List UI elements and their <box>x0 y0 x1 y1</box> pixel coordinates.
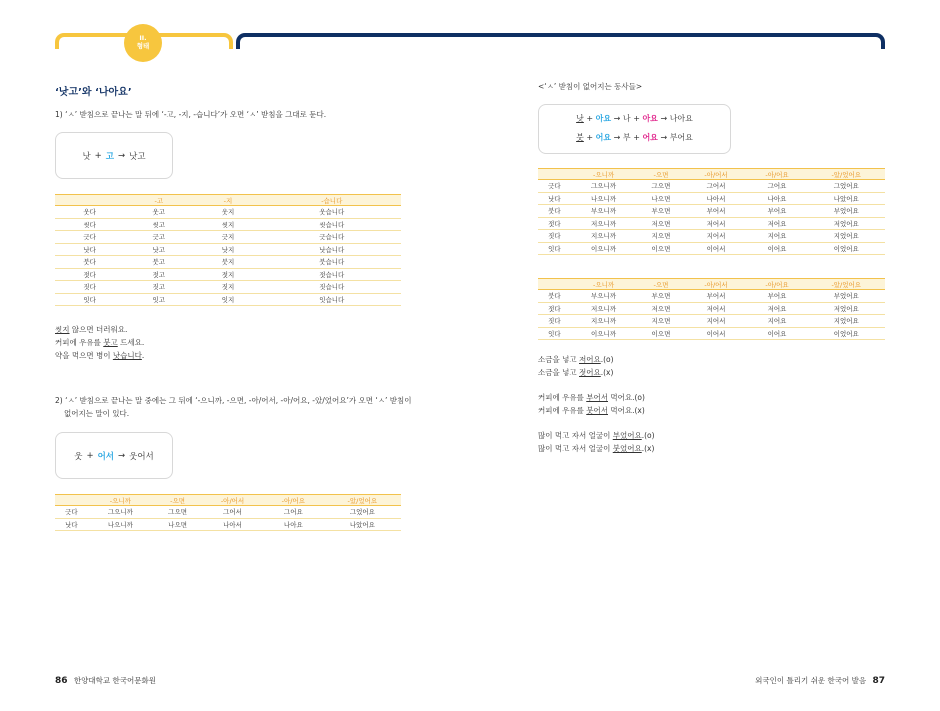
table-cell: 나았어요 <box>324 518 401 531</box>
example-box-3 <box>538 104 731 154</box>
table-cell: 부으면 <box>636 290 685 303</box>
table-cell: 이으면 <box>636 242 685 255</box>
table-row <box>538 242 885 255</box>
table-cell: 나았어요 <box>808 192 885 205</box>
table-cell: 나아서 <box>202 518 263 531</box>
table-cell: 저어요 <box>747 217 808 230</box>
table-cell: 이었어요 <box>808 327 885 340</box>
examples-1 <box>55 325 144 361</box>
table-cell: 낫다 <box>55 518 88 531</box>
table-cell: 나으면 <box>153 518 202 531</box>
table-row <box>538 180 885 193</box>
table-cell: 짓지 <box>193 281 262 294</box>
table-cell: 잇지 <box>193 293 262 306</box>
table-cell: 지어요 <box>747 315 808 328</box>
table-cell: 그으니까 <box>88 506 153 519</box>
table-row <box>55 281 401 294</box>
table-cell: 젓다 <box>538 302 571 315</box>
section-badge <box>124 24 162 62</box>
table-cell: 붓다 <box>55 256 124 269</box>
table-row <box>55 206 401 219</box>
page-number: 86 <box>55 676 68 686</box>
table-cell: 붓지 <box>193 256 262 269</box>
table-cell: 긋고 <box>124 231 193 244</box>
table-cell: 부어요 <box>747 205 808 218</box>
box-result: 부어요 <box>669 133 693 142</box>
table-cell: 그으면 <box>636 180 685 193</box>
box-plus: + <box>586 133 594 142</box>
table-cell: 저으면 <box>636 217 685 230</box>
table-row <box>538 230 885 243</box>
example-line <box>55 325 144 335</box>
table-row <box>538 327 885 340</box>
box-arrow: → <box>118 150 126 161</box>
table-cell: 그으면 <box>153 506 202 519</box>
box-ending: 어요 <box>595 133 612 142</box>
table-cell: 잇다 <box>538 242 571 255</box>
box-ending: 어서 <box>97 451 114 462</box>
table-cell: 긋다 <box>55 506 88 519</box>
rule-1: 1) ‘ㅅ’ 받침으로 끝나는 말 뒤에 ‘-고, -지, -습니다’가 오면 ‘ㅅ’ 받침을 그대로 둔다. <box>55 110 327 119</box>
table-cell: 젓다 <box>538 217 571 230</box>
box-plus: + <box>633 114 640 123</box>
table-cell: 낫다 <box>55 243 124 256</box>
book-title: 외국인이 틀리기 쉬운 한국어 발음 <box>755 676 867 685</box>
table-cell: 지으니까 <box>571 230 637 243</box>
table-cell: 저으면 <box>636 302 685 315</box>
table-row <box>55 218 401 231</box>
table-cell: 나으니까 <box>571 192 637 205</box>
table-row <box>55 231 401 244</box>
column-header: -으면 <box>636 279 685 290</box>
table-row <box>538 192 885 205</box>
page-number: 87 <box>872 676 885 686</box>
table-cell: 그어요 <box>263 506 324 519</box>
box-plus: + <box>633 133 640 142</box>
box-stem: 붓 <box>576 133 584 142</box>
box-arrow: → <box>118 450 126 461</box>
rule-2-line-1: 2) ‘ㅅ’ 받침으로 끝나는 말 중에는 그 뒤에 ‘-으니까, -으면, -아/어서, -아/어요, -았/었어요’가 오면 ‘ㅅ’ 받침이 <box>55 396 412 405</box>
example-line <box>55 351 144 361</box>
table-cell: 이으니까 <box>571 242 637 255</box>
example-line: 커피에 우유를 붓어서 먹어요.(x) <box>538 406 645 415</box>
examples-2 <box>538 355 655 454</box>
table-cell: 잇다 <box>55 293 124 306</box>
publisher: 한양대학교 한국어문화원 <box>73 676 157 685</box>
table-cell: 짓다 <box>538 315 571 328</box>
table-cell: 긋다 <box>55 231 124 244</box>
box-stem: 웃 <box>74 451 83 462</box>
box-plus: + <box>94 150 102 161</box>
table-cell: 낫다 <box>538 192 571 205</box>
underlined-word: 낫습니다 <box>112 351 142 360</box>
column-header <box>538 279 571 290</box>
box-arrow: → <box>613 114 621 123</box>
table-row <box>55 518 401 531</box>
table-cell: 씻습니다 <box>263 218 401 231</box>
table-cell: 부으니까 <box>571 205 637 218</box>
example-text: 커피에 우유를 <box>55 338 104 347</box>
table-cell: 이었어요 <box>808 242 885 255</box>
table-cell: 씻지 <box>193 218 262 231</box>
column-header: -았/었어요 <box>808 279 885 290</box>
example-text: . <box>141 351 145 360</box>
column-header: -았/었어요 <box>324 495 401 506</box>
table-cell: 그었어요 <box>808 180 885 193</box>
table-cell: 붓다 <box>538 205 571 218</box>
box-stem: 낫 <box>82 151 91 162</box>
table-cell: 씻고 <box>124 218 193 231</box>
table-cell: 낫습니다 <box>263 243 401 256</box>
box-arrow: → <box>660 114 668 123</box>
table-cell: 저었어요 <box>808 217 885 230</box>
table-cell: 짓습니다 <box>263 281 401 294</box>
table-row <box>55 293 401 306</box>
box-result: 나아요 <box>669 114 693 123</box>
box-ending-2: 아요 <box>642 114 658 123</box>
box-result: 웃어서 <box>129 451 154 462</box>
table-cell: 이으면 <box>636 327 685 340</box>
column-header: -아/어서 <box>686 169 747 180</box>
table-cell: 이어서 <box>686 242 747 255</box>
table-cell: 짓다 <box>55 281 124 294</box>
example-line: 많이 먹고 자서 얼굴이 부었어요.(o) <box>538 431 655 440</box>
table-cell: 그어서 <box>686 180 747 193</box>
table-cell: 지었어요 <box>808 230 885 243</box>
table-cell: 긋다 <box>538 180 571 193</box>
table-cell: 웃고 <box>124 206 193 219</box>
table-row <box>55 243 401 256</box>
conjugation-table-4 <box>538 278 885 340</box>
table-cell: 저으니까 <box>571 302 637 315</box>
column-header: -지 <box>193 195 262 206</box>
table-cell: 나아요 <box>263 518 324 531</box>
table-cell: 젓습니다 <box>263 268 401 281</box>
footer-left <box>55 675 156 686</box>
column-header: -으면 <box>153 495 202 506</box>
column-header: -아/어요 <box>263 495 324 506</box>
table-cell: 짓다 <box>538 230 571 243</box>
column-header <box>55 195 124 206</box>
table-cell: 지었어요 <box>808 315 885 328</box>
table-cell: 이어서 <box>686 327 747 340</box>
table-cell: 젓다 <box>55 268 124 281</box>
box-line-1 <box>539 113 730 124</box>
table-cell: 부었어요 <box>808 205 885 218</box>
column-header: -으니까 <box>571 279 637 290</box>
box-stem: 낫 <box>576 114 584 123</box>
box-arrow: → <box>613 133 621 142</box>
table-cell: 붓습니다 <box>263 256 401 269</box>
header-bar-right <box>236 33 885 49</box>
table-cell: 그어서 <box>202 506 263 519</box>
table-cell: 젓지 <box>193 268 262 281</box>
table-cell: 부어서 <box>686 205 747 218</box>
example-line: 소금을 넣고 젓어요.(x) <box>538 368 614 377</box>
table-cell: 낫지 <box>193 243 262 256</box>
box-ending-2: 어요 <box>642 133 658 142</box>
table-cell: 그어요 <box>747 180 808 193</box>
table-cell: 지어서 <box>686 230 747 243</box>
table-cell: 저어서 <box>686 217 747 230</box>
example-line: 많이 먹고 자서 얼굴이 붓었어요.(x) <box>538 444 655 453</box>
table-cell: 지으니까 <box>571 315 637 328</box>
rule-2-line-2: 없어지는 말이 있다. <box>64 409 130 418</box>
table-row <box>55 256 401 269</box>
table-row <box>538 205 885 218</box>
table-cell: 긋지 <box>193 231 262 244</box>
table-cell: 나으니까 <box>88 518 153 531</box>
box-plus: + <box>586 114 594 123</box>
table-cell: 웃지 <box>193 206 262 219</box>
table-cell: 낫고 <box>124 243 193 256</box>
table-cell: 젓고 <box>124 268 193 281</box>
table-cell: 긋습니다 <box>263 231 401 244</box>
table-cell: 붓다 <box>538 290 571 303</box>
table-cell: 저으니까 <box>571 217 637 230</box>
column-header: -아/어요 <box>747 279 808 290</box>
table-cell: 저어요 <box>747 302 808 315</box>
table-cell: 지어서 <box>686 315 747 328</box>
table-cell: 나으면 <box>636 192 685 205</box>
table-row <box>55 506 401 519</box>
box-mid: 부 <box>622 133 631 142</box>
table-cell: 잇고 <box>124 293 193 306</box>
column-header: -아/어서 <box>202 495 263 506</box>
box-plus: + <box>86 450 94 461</box>
table-cell: 지으면 <box>636 230 685 243</box>
column-header: -으니까 <box>88 495 153 506</box>
page-title: ‘낫고’와 ‘나아요’ <box>55 87 132 98</box>
example-text: 드세요. <box>117 338 145 347</box>
conjugation-table-2 <box>55 494 401 531</box>
box-result: 낫고 <box>129 151 146 162</box>
table-cell: 잇습니다 <box>263 293 401 306</box>
badge-label: 형태 <box>136 42 150 50</box>
example-text: 않으면 더러워요. <box>69 325 128 334</box>
table-cell: 지으면 <box>636 315 685 328</box>
right-heading: <‘ㅅ’ 받침이 없어지는 동사들> <box>538 82 643 91</box>
box-arrow: → <box>660 133 668 142</box>
table-cell: 저었어요 <box>808 302 885 315</box>
table-row <box>538 290 885 303</box>
box-mid: 나 <box>622 114 631 123</box>
table-cell: 이으니까 <box>571 327 637 340</box>
table-cell: 부어요 <box>747 290 808 303</box>
table-row <box>538 315 885 328</box>
table-cell: 그으니까 <box>571 180 637 193</box>
table-cell: 웃습니다 <box>263 206 401 219</box>
table-cell: 그었어요 <box>324 506 401 519</box>
example-line: 소금을 넣고 저어요.(o) <box>538 355 614 364</box>
table-cell: 부으니까 <box>571 290 637 303</box>
example-box-2 <box>55 432 173 479</box>
table-cell: 짓고 <box>124 281 193 294</box>
example-text: 약을 먹으면 병이 <box>55 351 113 360</box>
table-cell: 씻다 <box>55 218 124 231</box>
table-cell: 이어요 <box>747 327 808 340</box>
table-row <box>55 268 401 281</box>
conjugation-table-1 <box>55 194 401 306</box>
badge-number: II. <box>139 34 147 42</box>
column-header <box>55 495 88 506</box>
table-cell: 나아서 <box>686 192 747 205</box>
table-cell: 부었어요 <box>808 290 885 303</box>
conjugation-table-3 <box>538 168 885 255</box>
table-cell: 붓고 <box>124 256 193 269</box>
table-cell: 부으면 <box>636 205 685 218</box>
table-cell: 지어요 <box>747 230 808 243</box>
underlined-word: 붓고 <box>103 338 118 347</box>
box-ending: 고 <box>105 151 114 162</box>
box-ending: 아요 <box>595 114 612 123</box>
example-line <box>55 338 144 348</box>
table-cell: 웃다 <box>55 206 124 219</box>
underlined-word: 씻지 <box>55 325 70 334</box>
table-cell: 나아요 <box>747 192 808 205</box>
column-header <box>538 169 571 180</box>
column-header: -고 <box>124 195 193 206</box>
table-row <box>538 217 885 230</box>
table-cell: 이어요 <box>747 242 808 255</box>
box-line-2 <box>539 132 730 143</box>
footer-right <box>755 675 885 686</box>
column-header: -으면 <box>636 169 685 180</box>
table-cell: 잇다 <box>538 327 571 340</box>
column-header: -아/어요 <box>747 169 808 180</box>
table-cell: 부어서 <box>686 290 747 303</box>
column-header: -아/어서 <box>686 279 747 290</box>
example-line: 커피에 우유를 부어서 먹어요.(o) <box>538 393 645 402</box>
column-header: -았/었어요 <box>808 169 885 180</box>
table-row <box>538 302 885 315</box>
column-header: -습니다 <box>263 195 401 206</box>
example-box-1 <box>55 132 173 179</box>
column-header: -으니까 <box>571 169 637 180</box>
table-cell: 저어서 <box>686 302 747 315</box>
